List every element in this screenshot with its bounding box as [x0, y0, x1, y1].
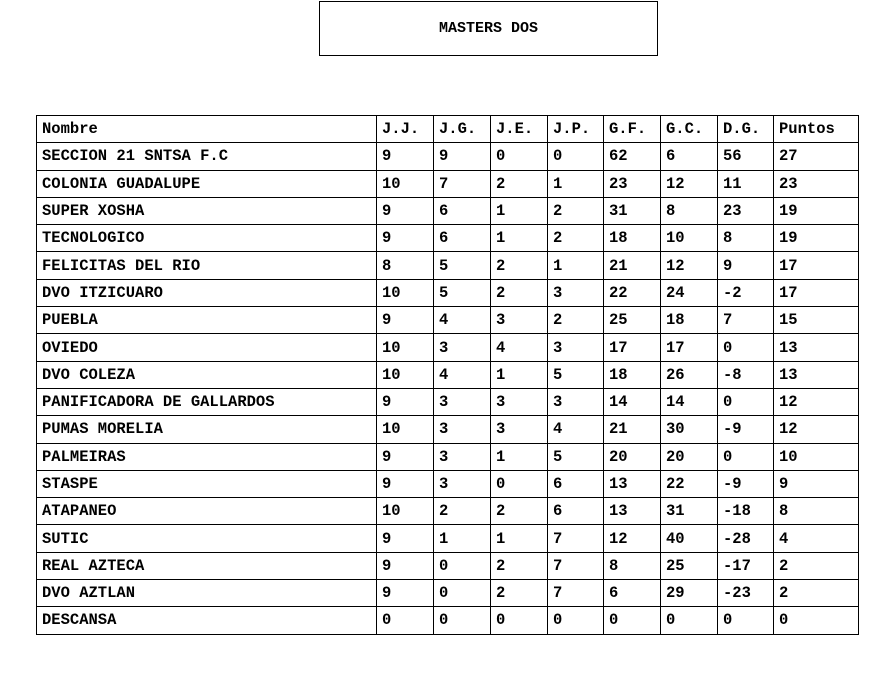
jp-cell: 1: [548, 170, 604, 197]
dg-cell: 0: [718, 334, 774, 361]
table-row: [37, 580, 859, 607]
jj-cell: 9: [377, 443, 434, 470]
jj-cell: 10: [377, 334, 434, 361]
team-name-cell: PANIFICADORA DE GALLARDOS: [37, 388, 377, 415]
puntos-cell: 2: [774, 552, 859, 579]
jj-cell: 10: [377, 279, 434, 306]
jp-cell: 6: [548, 470, 604, 497]
je-cell: 0: [491, 607, 548, 634]
dg-cell: 0: [718, 607, 774, 634]
table-row: [37, 416, 859, 443]
dg-cell: 9: [718, 252, 774, 279]
jg-cell: 7: [434, 170, 491, 197]
jp-cell: 1: [548, 252, 604, 279]
je-cell: 2: [491, 552, 548, 579]
jj-cell: 8: [377, 252, 434, 279]
jg-cell: 1: [434, 525, 491, 552]
gc-cell: 8: [661, 197, 718, 224]
jp-cell: 4: [548, 416, 604, 443]
page-title: MASTERS DOS: [319, 1, 658, 56]
table-row: [37, 498, 859, 525]
team-name-cell: OVIEDO: [37, 334, 377, 361]
je-cell: 0: [491, 470, 548, 497]
jg-cell: 2: [434, 498, 491, 525]
jj-cell: 10: [377, 416, 434, 443]
gf-cell: 6: [604, 580, 661, 607]
jj-cell: 9: [377, 225, 434, 252]
puntos-cell: 19: [774, 197, 859, 224]
gc-cell: 24: [661, 279, 718, 306]
table-row: [37, 552, 859, 579]
table-row: [37, 525, 859, 552]
column-header-gf: G.F.: [604, 116, 661, 143]
gf-cell: 22: [604, 279, 661, 306]
dg-cell: -28: [718, 525, 774, 552]
dg-cell: 0: [718, 443, 774, 470]
gc-cell: 12: [661, 170, 718, 197]
gf-cell: 18: [604, 361, 661, 388]
column-header-dg: D.G.: [718, 116, 774, 143]
jj-cell: 10: [377, 498, 434, 525]
gc-cell: 25: [661, 552, 718, 579]
dg-cell: 11: [718, 170, 774, 197]
puntos-cell: 19: [774, 225, 859, 252]
dg-cell: -23: [718, 580, 774, 607]
je-cell: 3: [491, 388, 548, 415]
puntos-cell: 23: [774, 170, 859, 197]
jp-cell: 2: [548, 197, 604, 224]
jg-cell: 4: [434, 307, 491, 334]
jp-cell: 2: [548, 225, 604, 252]
puntos-cell: 13: [774, 361, 859, 388]
jp-cell: 3: [548, 279, 604, 306]
jg-cell: 6: [434, 225, 491, 252]
column-header-jp: J.P.: [548, 116, 604, 143]
gc-cell: 10: [661, 225, 718, 252]
jg-cell: 5: [434, 279, 491, 306]
team-name-cell: DVO ITZICUARO: [37, 279, 377, 306]
team-name-cell: PALMEIRAS: [37, 443, 377, 470]
jg-cell: 3: [434, 470, 491, 497]
gc-cell: 6: [661, 143, 718, 170]
table-body: [37, 143, 859, 634]
jj-cell: 9: [377, 388, 434, 415]
jp-cell: 3: [548, 334, 604, 361]
jg-cell: 6: [434, 197, 491, 224]
jg-cell: 4: [434, 361, 491, 388]
jg-cell: 0: [434, 607, 491, 634]
jg-cell: 3: [434, 334, 491, 361]
jj-cell: 9: [377, 470, 434, 497]
table-row: [37, 170, 859, 197]
team-name-cell: REAL AZTECA: [37, 552, 377, 579]
gf-cell: 0: [604, 607, 661, 634]
jp-cell: 5: [548, 443, 604, 470]
jj-cell: 9: [377, 143, 434, 170]
puntos-cell: 9: [774, 470, 859, 497]
team-name-cell: SUTIC: [37, 525, 377, 552]
dg-cell: -2: [718, 279, 774, 306]
je-cell: 2: [491, 498, 548, 525]
dg-cell: 23: [718, 197, 774, 224]
je-cell: 2: [491, 580, 548, 607]
puntos-cell: 12: [774, 388, 859, 415]
team-name-cell: DVO AZTLAN: [37, 580, 377, 607]
gf-cell: 62: [604, 143, 661, 170]
jp-cell: 0: [548, 607, 604, 634]
gc-cell: 31: [661, 498, 718, 525]
gf-cell: 13: [604, 470, 661, 497]
jj-cell: 9: [377, 580, 434, 607]
puntos-cell: 13: [774, 334, 859, 361]
gc-cell: 0: [661, 607, 718, 634]
jg-cell: 3: [434, 443, 491, 470]
puntos-cell: 17: [774, 279, 859, 306]
gf-cell: 21: [604, 416, 661, 443]
dg-cell: -18: [718, 498, 774, 525]
gc-cell: 18: [661, 307, 718, 334]
je-cell: 3: [491, 307, 548, 334]
puntos-cell: 27: [774, 143, 859, 170]
table-row: [37, 197, 859, 224]
table-row: [37, 279, 859, 306]
puntos-cell: 10: [774, 443, 859, 470]
table-row: [37, 252, 859, 279]
jg-cell: 5: [434, 252, 491, 279]
je-cell: 1: [491, 525, 548, 552]
je-cell: 1: [491, 225, 548, 252]
je-cell: 4: [491, 334, 548, 361]
team-name-cell: PUMAS MORELIA: [37, 416, 377, 443]
team-name-cell: SUPER XOSHA: [37, 197, 377, 224]
team-name-cell: ATAPANEO: [37, 498, 377, 525]
gc-cell: 14: [661, 388, 718, 415]
gf-cell: 13: [604, 498, 661, 525]
team-name-cell: STASPE: [37, 470, 377, 497]
jg-cell: 0: [434, 580, 491, 607]
table-row: [37, 143, 859, 170]
standings-table: [36, 115, 859, 635]
gf-cell: 23: [604, 170, 661, 197]
gc-cell: 30: [661, 416, 718, 443]
jp-cell: 3: [548, 388, 604, 415]
gc-cell: 40: [661, 525, 718, 552]
gf-cell: 21: [604, 252, 661, 279]
je-cell: 1: [491, 197, 548, 224]
je-cell: 3: [491, 416, 548, 443]
jg-cell: 0: [434, 552, 491, 579]
jg-cell: 9: [434, 143, 491, 170]
jg-cell: 3: [434, 416, 491, 443]
column-header-nombre: Nombre: [37, 116, 377, 143]
table-row: [37, 225, 859, 252]
table-row: [37, 470, 859, 497]
dg-cell: -8: [718, 361, 774, 388]
team-name-cell: COLONIA GUADALUPE: [37, 170, 377, 197]
table-row: [37, 334, 859, 361]
je-cell: 0: [491, 143, 548, 170]
gf-cell: 31: [604, 197, 661, 224]
team-name-cell: DVO COLEZA: [37, 361, 377, 388]
jp-cell: 5: [548, 361, 604, 388]
jj-cell: 0: [377, 607, 434, 634]
dg-cell: 56: [718, 143, 774, 170]
gc-cell: 22: [661, 470, 718, 497]
gf-cell: 14: [604, 388, 661, 415]
team-name-cell: PUEBLA: [37, 307, 377, 334]
column-header-gc: G.C.: [661, 116, 718, 143]
gc-cell: 20: [661, 443, 718, 470]
jg-cell: 3: [434, 388, 491, 415]
team-name-cell: DESCANSA: [37, 607, 377, 634]
jp-cell: 7: [548, 525, 604, 552]
puntos-cell: 17: [774, 252, 859, 279]
je-cell: 2: [491, 170, 548, 197]
gf-cell: 8: [604, 552, 661, 579]
column-header-jg: J.G.: [434, 116, 491, 143]
gc-cell: 17: [661, 334, 718, 361]
je-cell: 2: [491, 252, 548, 279]
jp-cell: 7: [548, 580, 604, 607]
team-name-cell: TECNOLOGICO: [37, 225, 377, 252]
table-row: [37, 361, 859, 388]
gf-cell: 20: [604, 443, 661, 470]
jj-cell: 9: [377, 525, 434, 552]
team-name-cell: FELICITAS DEL RIO: [37, 252, 377, 279]
column-header-jj: J.J.: [377, 116, 434, 143]
je-cell: 1: [491, 443, 548, 470]
puntos-cell: 0: [774, 607, 859, 634]
puntos-cell: 15: [774, 307, 859, 334]
jj-cell: 10: [377, 170, 434, 197]
gc-cell: 26: [661, 361, 718, 388]
jj-cell: 9: [377, 197, 434, 224]
gf-cell: 18: [604, 225, 661, 252]
jp-cell: 0: [548, 143, 604, 170]
column-header-je: J.E.: [491, 116, 548, 143]
gc-cell: 29: [661, 580, 718, 607]
jp-cell: 2: [548, 307, 604, 334]
dg-cell: 0: [718, 388, 774, 415]
gc-cell: 12: [661, 252, 718, 279]
je-cell: 1: [491, 361, 548, 388]
je-cell: 2: [491, 279, 548, 306]
puntos-cell: 8: [774, 498, 859, 525]
gf-cell: 12: [604, 525, 661, 552]
table-row: [37, 388, 859, 415]
column-header-puntos: Puntos: [774, 116, 859, 143]
table-header-row: [37, 116, 859, 143]
table-row: [37, 607, 859, 634]
jj-cell: 9: [377, 552, 434, 579]
puntos-cell: 2: [774, 580, 859, 607]
dg-cell: -17: [718, 552, 774, 579]
table-row: [37, 443, 859, 470]
jp-cell: 7: [548, 552, 604, 579]
dg-cell: -9: [718, 470, 774, 497]
dg-cell: 8: [718, 225, 774, 252]
puntos-cell: 12: [774, 416, 859, 443]
dg-cell: -9: [718, 416, 774, 443]
dg-cell: 7: [718, 307, 774, 334]
jp-cell: 6: [548, 498, 604, 525]
puntos-cell: 4: [774, 525, 859, 552]
team-name-cell: SECCION 21 SNTSA F.C: [37, 143, 377, 170]
table-row: [37, 307, 859, 334]
jj-cell: 10: [377, 361, 434, 388]
jj-cell: 9: [377, 307, 434, 334]
gf-cell: 25: [604, 307, 661, 334]
gf-cell: 17: [604, 334, 661, 361]
